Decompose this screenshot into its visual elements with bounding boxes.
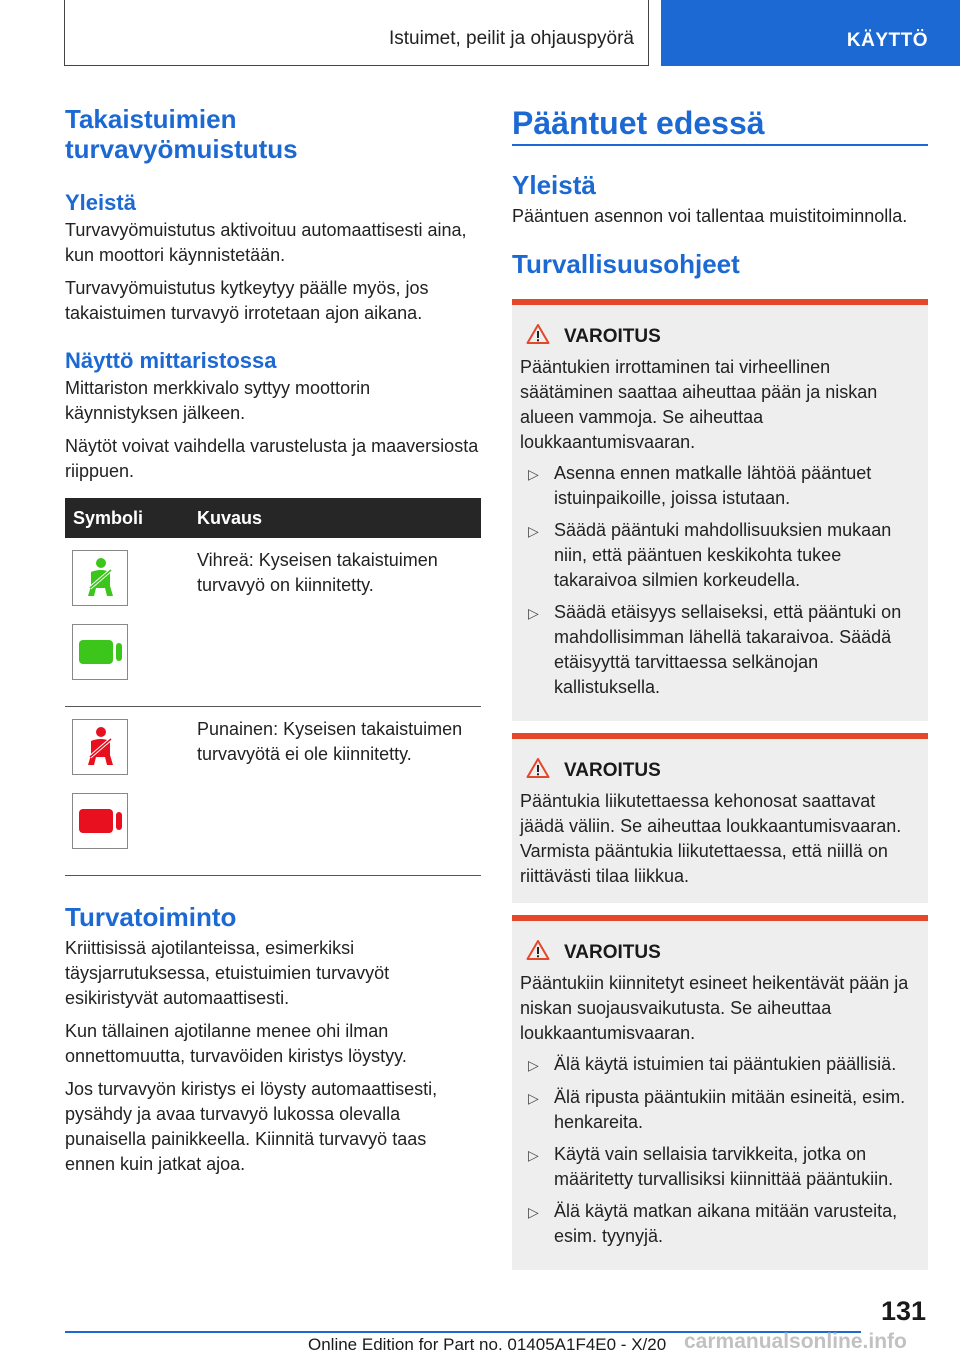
list-item: ▷ Asenna ennen matkalle lähtöä pääntuet istuinpaikoille, joissa istutaan. xyxy=(520,461,920,511)
list-item: ▷ Älä käytä istuimien tai pääntukien päällisiä. xyxy=(520,1052,920,1078)
right-general-heading: Yleistä xyxy=(512,170,596,200)
left-display-heading: Näyttö mittaristossa xyxy=(65,348,277,373)
warning-title xyxy=(520,939,920,967)
warning-text: Pääntukien irrottaminen tai virheellinen säätäminen saattaa aiheuttaa pään ja niskan alueen vammoja. Se aiheuttaa loukkaantumisvaaran. xyxy=(520,357,878,452)
bullet-triangle-icon: ▷ xyxy=(528,523,539,539)
warning-list xyxy=(520,1052,920,1249)
warning-text: Pääntukiin kiinnitetyt esineet heikentävät pään ja niskan suojausvaikutusta. Se aiheuttaa loukkaantumisvaaran. xyxy=(520,973,909,1043)
headrest-title: Pääntuet edessä xyxy=(512,104,928,146)
left-display-p1: Mittariston merkkivalo syttyy moottorin käynnistyksen jälkeen. xyxy=(65,378,371,423)
bullet-triangle-icon: ▷ xyxy=(528,1204,539,1220)
header-section-box xyxy=(64,0,649,66)
seatbelt-red-icon xyxy=(72,719,128,775)
page-number: 131 xyxy=(880,1296,926,1326)
warning-triangle-icon xyxy=(526,323,550,351)
warning-title xyxy=(520,757,920,785)
bullet-triangle-icon: ▷ xyxy=(528,605,539,621)
table-row-symbols xyxy=(65,538,185,706)
left-general-p1: Turvavyömuistutus aktivoituu automaattisesti aina, kun moottori käynnistetään. xyxy=(65,220,467,265)
warning-triangle-icon xyxy=(526,939,550,967)
right-column xyxy=(512,104,928,1270)
left-section-title: Takaistuimien turvavyömuistutus xyxy=(65,104,298,164)
warning-box xyxy=(512,915,928,1270)
safety-function-p2: Kun tällainen ajotilanne menee ohi ilman onnettomuutta, turvavöiden kiristys löystyy. xyxy=(65,1021,407,1066)
list-item: ▷ Älä käytä matkan aikana mitään varusteita, esim. tyynyjä. xyxy=(520,1199,920,1249)
table-header xyxy=(65,498,481,538)
bullet-triangle-icon: ▷ xyxy=(528,1147,539,1163)
header-section-title: Istuimet, peilit ja ohjauspyörä xyxy=(388,28,634,49)
warning-box xyxy=(512,733,928,903)
table-row xyxy=(65,707,481,876)
table-header-symbol: Symboli xyxy=(73,507,144,528)
table-row xyxy=(65,538,481,707)
list-item: ▷ Säädä etäisyys sellaiseksi, että pääntuki on mahdollisimman lähellä takaraivoa. Säädä etäisyyttä tarvittaessa selkänojan kallistuksella. xyxy=(520,600,920,700)
seatbelt-green-icon xyxy=(72,550,128,606)
warning-triangle-icon xyxy=(526,757,550,785)
warning-text: Pääntukia liikutettaessa kehonosat saattavat jäädä väliin. Se aiheuttaa loukkaantumisvaaran. Varmista pääntukia liikutettaessa, että niillä on riittävästi tilaa liikkua. xyxy=(520,791,902,886)
list-item: ▷ Käytä vain sellaisia tarvikkeita, jotka on määritetty turvallisiksi kiinnittää pääntukiin. xyxy=(520,1142,920,1192)
seat-indicator-red-icon xyxy=(72,793,128,849)
warning-title xyxy=(520,323,920,351)
warning-label: VAROITUS xyxy=(564,942,661,963)
safety-instructions-heading: Turvallisuusohjeet xyxy=(512,249,740,279)
footer-edition: Online Edition for Part no. 01405A1F4E0 - X/20 xyxy=(308,1335,667,1354)
warning-box xyxy=(512,299,928,721)
warning-label: VAROITUS xyxy=(564,326,661,347)
warning-list xyxy=(520,461,920,700)
table-row-symbols xyxy=(65,707,185,875)
safety-function-p3: Jos turvavyön kiristys ei löysty automaattisesti, pysähdy ja avaa turvavyö lukossa olevalla punaisella painikkeella. Kiinnitä turvavyö taas ennen kuin jatkat ajoa. xyxy=(65,1079,438,1174)
table-row-description: Vihreä: Kyseisen takaistuimen turvavyö on kiinnitetty. xyxy=(197,550,438,595)
left-general-p2: Turvavyömuistutus kytkeytyy päälle myös, jos takaistuimen turvavyö irrotetaan ajon aikana. xyxy=(65,278,429,323)
warning-label: VAROITUS xyxy=(564,760,661,781)
bullet-triangle-icon: ▷ xyxy=(528,1090,539,1106)
safety-function-heading: Turvatoiminto xyxy=(65,902,237,932)
bullet-triangle-icon: ▷ xyxy=(528,1057,539,1073)
seat-indicator-green-icon xyxy=(72,624,128,680)
table-header-description: Kuvaus xyxy=(197,507,263,528)
left-display-p2: Näytöt voivat vaihdella varustelusta ja maaversiosta riippuen. xyxy=(65,436,479,481)
left-general-heading: Yleistä xyxy=(65,190,136,215)
list-item: ▷ Älä ripusta pääntukiin mitään esineitä, esim. henkareita. xyxy=(520,1085,920,1135)
header-chapter-tab[interactable] xyxy=(661,0,960,66)
symbol-table xyxy=(65,498,481,876)
watermark: carmanualsonline.info xyxy=(684,1330,907,1353)
left-column xyxy=(65,104,481,1177)
bullet-triangle-icon: ▷ xyxy=(528,466,539,482)
right-general-p1: Pääntuen asennon voi tallentaa muistitoiminnolla. xyxy=(512,206,908,226)
list-item: ▷ Säädä pääntuki mahdollisuuksien mukaan niin, että pääntuen keskikohta tukee takaraivoa silmien korkeudella. xyxy=(520,518,920,593)
table-row-description: Punainen: Kyseisen takaistuimen turvavyötä ei ole kiinnitetty. xyxy=(197,719,463,764)
safety-function-p1: Kriittisissä ajotilanteissa, esimerkiksi täysjarrutuksessa, etuistuimien turvavyöt esikiristyvät automaattisesti. xyxy=(65,938,390,1008)
header-chapter-label: KÄYTTÖ xyxy=(846,30,928,51)
